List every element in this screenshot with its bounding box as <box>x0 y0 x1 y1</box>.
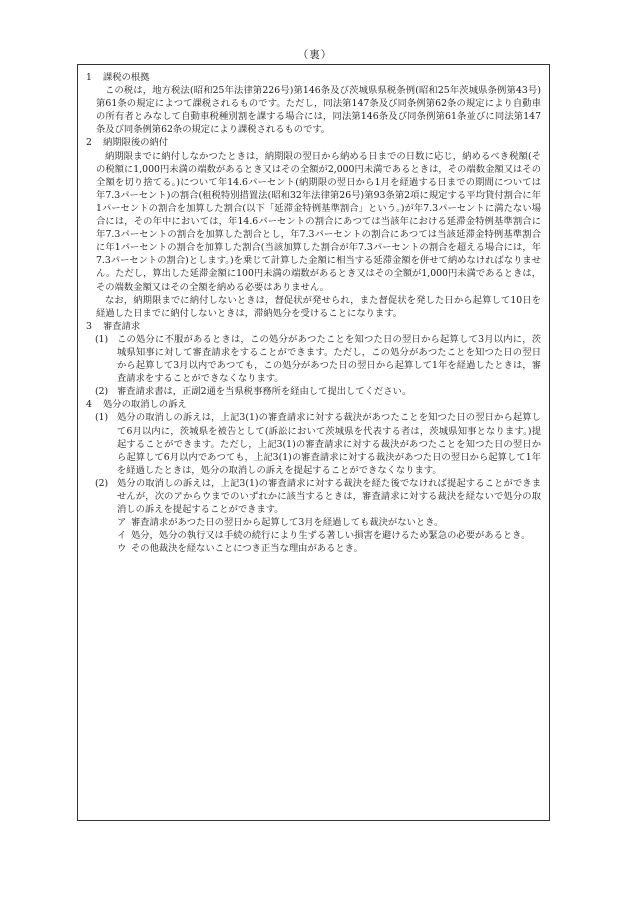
page-header-title: （裏） <box>297 49 333 61</box>
item-mark: (2) <box>95 477 109 489</box>
subitem-text: 処分，処分の執行又は手続の続行により生ずる著しい損害を避けるため緊急の必要があるとき。 <box>131 530 531 542</box>
section-heading-1 <box>86 71 541 84</box>
item-mark: (1) <box>95 412 109 424</box>
item-text: この処分に不服があるときは，この処分があつたことを知つた日の翌日から起算して3月以内に，茨城県知事に対して審査請求をすることができます。ただし，この処分があつたことを知つた日の翌日から起算して3月以内であつても，この処分があつた日の翌日から起算して1年を経過したときは，審査請求をすることができなくなります。 <box>117 333 541 385</box>
subitem-mark: イ <box>117 530 127 542</box>
item-text: 処分の取消しの訴えは，上記3(1)の審査請求に対する裁決があつたことを知つた日の翌日から起算して6月以内に，茨城県を被告として(訴訟において茨城県を代表する者は，茨城県知事となります。)提起することができます。ただし，上記3(1)の審査請求に対する裁決があつたことを知つた日の翌日から起算して6月以内であつても，上記3(1)の審査請求に対する裁決があつた日の翌日から起算して1年を経過したときは，処分の取消しの訴えを提起することができなくなります。 <box>117 412 541 476</box>
section-4-item-1 <box>86 411 541 476</box>
section-heading-text: 処分の取消しの訴え <box>103 399 187 411</box>
section-heading-2 <box>86 136 541 149</box>
section-2-paragraph-2: なお，納期限までに納付しないときは，督促状が発せられ，また督促状を発した日から起算して10日を経過した日までに納付しないときは，滞納処分を受けることになります。 <box>96 294 541 319</box>
notice-frame <box>77 64 550 821</box>
section-heading-text: 審査請求 <box>103 320 141 332</box>
section-heading-4 <box>86 398 541 411</box>
subitem-text: 審査請求があつた日の翌日から起算して3月を経過しても裁決がないとき。 <box>131 517 444 529</box>
subitem-mark: ア <box>117 517 127 529</box>
section-heading-3 <box>86 320 541 333</box>
section-4-subitem-a <box>86 516 541 529</box>
section-number: 2 <box>86 137 92 149</box>
section-heading-text: 課税の根拠 <box>103 72 150 83</box>
item-mark: (2) <box>95 386 109 398</box>
section-heading-text: 納期限後の納付 <box>103 137 169 149</box>
section-4-item-2 <box>86 477 541 516</box>
section-3-item-2 <box>86 385 541 398</box>
section-4-subitem-i <box>86 529 541 542</box>
item-mark: (1) <box>95 333 109 345</box>
item-text: 審査請求書は，正副2通を当県税事務所を経由して提出してください。 <box>117 386 412 398</box>
section-number: 3 <box>86 320 92 332</box>
section-2-paragraph-1: 納期限までに納付しなかつたときは，納期限の翌日から納める日までの日数に応じ，納めるべき税額(その税額に1,000円未満の端数があるとき又はその全額が2,000円未満であるときは，その端数金額又はその全額を切り捨てる。)について年14.6パーセント(納期限の翌日から1月を経過する日までの期間については年7.3パーセント)の割合(租税特別措置法(昭和32年法律第26号)第93条第2項に規定する平均貸付割合に年1パーセントの割合を加算した割合(以下「延滞金特例基準割合」という。)が年7.3パーセントに満たない場合には，その年中においては，年14.6パーセントの割合にあつては当該年における延滞金特例基準割合に年7.3パーセントの割合を加算した割合とし，年7.3パーセントの割合にあつては当該延滞金特例基準割合に年1パーセントの割合を加算した割合(当該加算した割合が年7.3パーセントの割合を超える場合には，年7.3パーセントの割合)とします。)を乗じて計算した金額に相当する延滞金額を併せて納めなければなりません。ただし，算出した延滞金額に100円未満の端数があるとき又はその全額が1,000円未満であるときは，その端数金額又はその全額を納める必要はありません。 <box>96 150 541 293</box>
section-number: 4 <box>86 399 92 411</box>
subitem-mark: ウ <box>117 543 127 555</box>
section-4-subitem-u <box>86 542 541 555</box>
section-number: 1 <box>86 72 92 83</box>
section-1-paragraph: この税は，地方税法(昭和25年法律第226号)第146条及び茨城県県税条例(昭和25年茨城県条例第43号)第61条の規定によつて課税されるものです。ただし，同法第147条及び同条例第62条の規定により自動車の所有者とみなして自動車税種別割を課する場合には，同法第146条及び同条例第61条並びに同法第147条及び同条例第62条の規定により課税されるものです。 <box>96 85 541 136</box>
subitem-text: その他裁決を経ないことにつき正当な理由があるとき。 <box>131 543 363 555</box>
section-3-item-1 <box>86 333 541 385</box>
item-text: 処分の取消しの訴えは，上記3(1)の審査請求に対する裁決を経た後でなければ提起することができませんが，次のアからウまでのいずれかに該当するときは，審査請求に対する裁決を経ないで処分の取消しの訴えを提起することができます。 <box>117 477 541 516</box>
